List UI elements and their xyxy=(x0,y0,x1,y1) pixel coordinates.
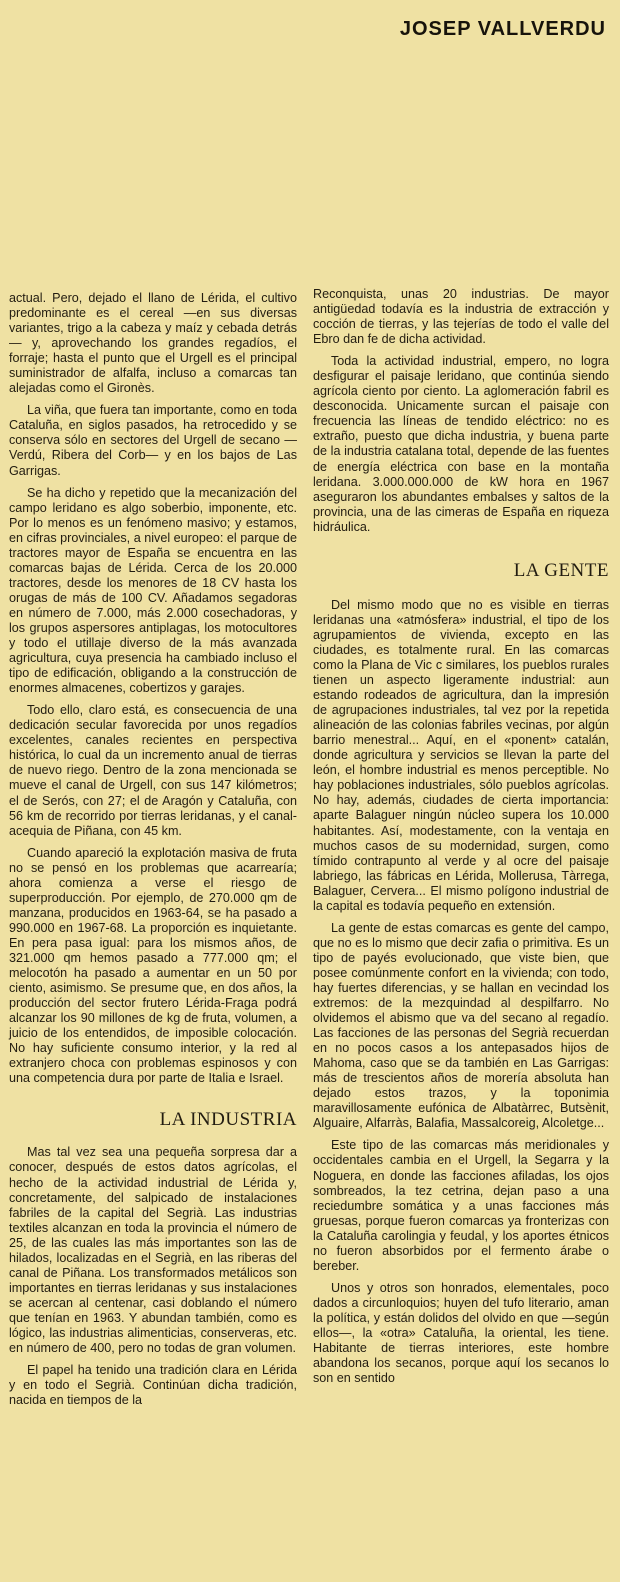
paragraph: Mas tal vez sea una pequeña sorpresa dar a conocer, después de estos datos agrícolas, el hecho de la actividad industrial de Lérida y, concretamente, del salpicado de instalaciones fabriles de la capital del Segrià. Las industrias textiles alcanzan en toda la provincia el número de 25, de las cuales las más importantes son las de hilados, localizadas en el Segrià, en las riberas del canal de Piñana. Los transformados metálicos son importantes en tierras leridanas y sus instalaciones se acercan al centenar, casi doblando el número que tenían en 1963. Y abundan también, como es lógico, las industrias alimenticias, conserveras, etc. en número de 400, pero no todas de gran volumen. xyxy=(9,1145,297,1356)
paragraph: La viña, que fuera tan importante, como en toda Cataluña, en siglos pasados, ha retrocedido y se conserva sólo en sectores del Urgell de secano —Verdú, Ribera del Corb— y en los bajos de Las Garrigas. xyxy=(9,403,297,478)
section-heading-gente: LA GENTE xyxy=(513,559,609,581)
section-heading-industria: LA INDUSTRIA xyxy=(159,1109,297,1131)
paragraph: Reconquista, unas 20 industrias. De mayor antigüedad todavía es la industria de extracción y cocción de tierras, y las tejerías de todo el valle del Ebro dan fe de dicha actividad. xyxy=(313,287,609,347)
paragraph: actual. Pero, dejado el llano de Lérida, el cultivo predominante es el cereal —en sus diversas variantes, trigo a la cabeza y maíz y cebada detrás— y, aprovechando los grandes regadíos, el forraje; hasta el punto que el Urgell es el principal suministrador de alfalfa, incluso a comarcas tan alejadas como el Gironès. xyxy=(9,291,297,396)
paragraph: La gente de estas comarcas es gente del campo, que no es lo mismo que decir zafia o primitiva. Es un tipo de payés evolucionado, que viste bien, que posee comúnmente confort en la vivienda; con todo, hay fuertes diferencias, y se hallan en vecindad los extremos: de la mezquindad al despilfarro. No olvidemos el abismo que va del secano al regadío. Las facciones de las personas del Segrià recuerdan en no pocos casos a los antepasados hijos de Mahoma, caso que se da también en Las Garrigas: más de trescientos años de morería absoluta han dejado estos trazos, y la toponimia maravillosamente eufónica de Albatàrrec, Butsènit, Alguaire, Alfarràs, Balafia, Massalcoreig, Alcoletge... xyxy=(313,920,609,1131)
paragraph: Este tipo de las comarcas más meridionales y occidentales cambia en el Urgell, la Segarra y la Noguera, en donde las facciones afiladas, los ojos sombreados, la tez cetrina, dejan paso a una reciedumbre somática y a unas facciones más gruesas, porque fueron comarcas ya fronterizas con la Cataluña carolingia y feudal, y los aportes étnicos no fueron absorbidos por el fermento árabe o bereber. xyxy=(313,1138,609,1273)
paragraph: El papel ha tenido una tradición clara en Lérida y en todo el Segrià. Continúan dicha tradición, nacida en tiempos de la xyxy=(9,1363,297,1408)
paragraph: Todo ello, claro está, es consecuencia de una dedicación secular favorecida por unos regadíos excelentes, canales recientes en perspectiva histórica, lo cual da un incremento anual de tierras de nuevo riego. Dentro de la zona mencionada se mueve el canal de Urgell, con sus 147 kilómetros; el de Serós, con 27; el de Aragón y Cataluña, con 56 km de recorrido por tierras leridanas, y el canal-acequia de Piñana, con 45 km. xyxy=(9,703,297,838)
paragraph: Del mismo modo que no es visible en tierras leridanas una «atmósfera» industrial, el tipo de los agrupamientos de vivienda, excepto en las ciudades, es totalmente rural. En las comarcas como la Plana de Vic c similares, los pueblos rurales tienen un aspecto ligeramente industrial: aun estando rodeados de agricultura, dan la impresión de agrupaciones industriales, tal vez por la repetida alineación de las colonias fabriles vecinas, por algún barrio menestral... Aquí, en el «ponent» catalán, donde agricultura y servicios se llevan la parte del león, el hombre industrial es menos perceptible. No hay poblaciones industriales, sólo pueblos agrícolas. No hay, además, ciudades de cierta importancia: aparte Balaguer ningún núcleo supera los 10.000 habitantes. Así, modestamente, con la ventaja en muchos casos de su modernidad, surgen, como tímido contrapunto al verde y al ocre del paisaje labriego, las fábricas en Lérida, Mollerusa, Tàrrega, Balaguer, Cervera... El mismo polígono industrial de la capital es todavía pequeño en extensión. xyxy=(313,597,609,913)
right-column xyxy=(313,287,609,1393)
paragraph: Cuando apareció la explotación masiva de fruta no se pensó en los problemas que acarrearía; ahora comienza a verse el riesgo de superproducción. Por ejemplo, de 270.000 qm de manzana, producidos en 1963-64, se ha pasado a 990.000 en 1967-68. La proporción es inquietante. En pera pasa igual: para los mismos años, de 321.000 qm hemos pasado a 777.000 qm; el melocotón ha pasado a aumentar en un 50 por ciento, asimismo. Se presume que, en dos años, la producción del sector frutero Lérida-Fraga podrá alcanzar los 90 millones de kg de fruta, volumen, a juicio de los entendidos, de imposible colocación. No hay suficiente consumo interior, y la red al extranjero choca con problemas espinosos y con una competencia dura por parte de Italia e Israel. xyxy=(9,845,297,1086)
paragraph: Se ha dicho y repetido que la mecanización del campo leridano es algo soberbio, imponente, etc. Por lo menos es un fenómeno masivo; y estamos, en cifras provinciales, a nivel europeo: el parque de tractores mayor de España se encuentra en las comarcas bajas de Lérida. Cerca de los 20.000 tractores, desde los menores de 18 CV hasta los orugas de más de 100 CV. Añadamos segadoras en número de 7.000, más 2.000 cosechadoras, y los grupos aspersores antiplagas, los motocultores y todo el utillaje diverso de la más avanzada agricultura, cuya presencia ha cambiado incluso el tipo de edificación, obligando a la construcción de enormes almacenes, cobertizos y garajes. xyxy=(9,485,297,696)
paragraph: Toda la actividad industrial, empero, no logra desfigurar el paisaje leridano, que continúa siendo agrícola ciento por ciento. La aglomeración fabril es desconocida. Unicamente surcan el paisaje con frecuencia las líneas de tendido eléctrico: no es extraño, puesto que dicha industria, y buena parte de la industria catalana total, depende de las fuentes de energía eléctrica con base en la montaña leridana. 3.000.000.000 de kW hora en 1967 aseguraron los abundantes embalses y saltos de la provincia, una de las cimeras de España en riqueza hidráulica. xyxy=(313,354,609,534)
author-name: JOSEP VALLVERDU xyxy=(399,18,606,40)
left-column xyxy=(9,291,297,1415)
paragraph: Unos y otros son honrados, elementales, poco dados a circunloquios; huyen del tufo literario, aman la política, y están dolidos del olvido en que —según ellos—, la «otra» Cataluña, la oriental, les tiene. Habitante de tierras interiores, este hombre abandona los secanos, porque aquí los secanos lo son en sentido xyxy=(313,1280,609,1386)
